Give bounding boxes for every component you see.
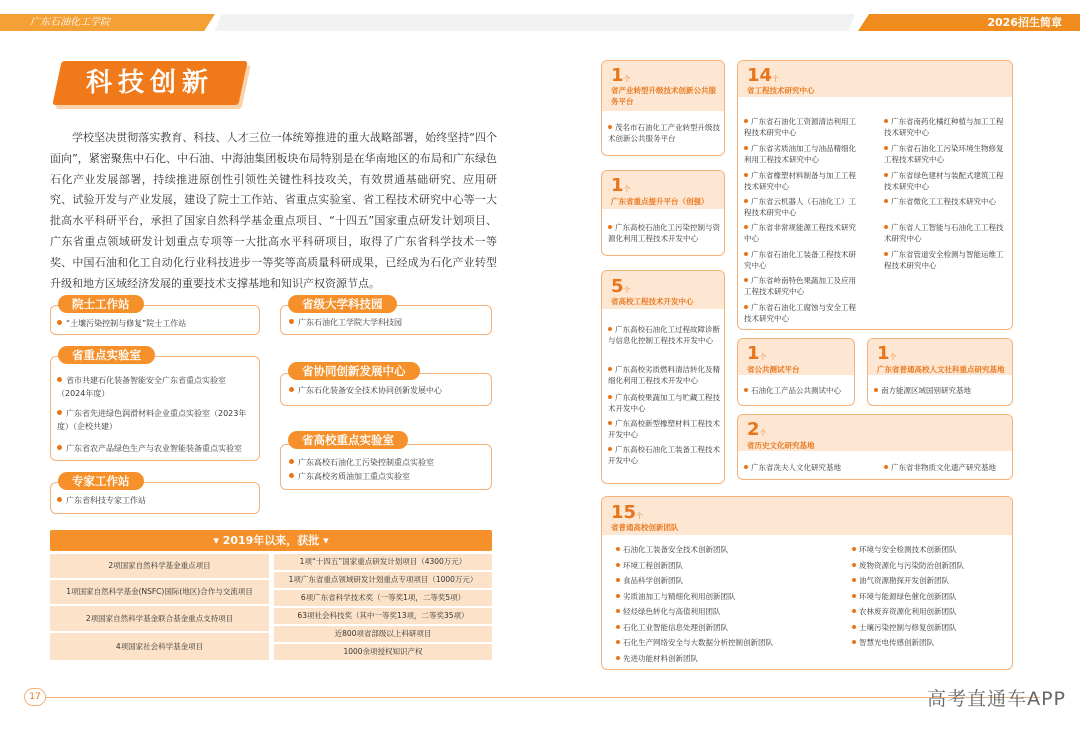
card-item: 广东省劣质油加工与油品精细化利用工程技术研究中心 xyxy=(744,144,856,164)
card-history-culture xyxy=(737,414,1013,480)
card-item: 石化工业智能信息处理创新团队 xyxy=(616,623,728,634)
card-univ-dev-center xyxy=(601,270,725,484)
count-unit: 个 xyxy=(759,353,767,361)
card-heading: 省工程技术研究中心 xyxy=(747,86,815,95)
achievement-cell: 近800项省部级以上科研项目 xyxy=(274,626,492,642)
list-item: 广东高校劣质油加工重点实验室 xyxy=(289,470,410,483)
count-number: 14 xyxy=(747,65,773,86)
section-tag-collab: 省协同创新发展中心 xyxy=(288,362,420,380)
card-item: 广东高校石油化工装备工程技术开发中心 xyxy=(608,445,720,465)
card-item: 广东省非物质文化遗产研究基地 xyxy=(884,463,1010,474)
card-item: 石油化工产品公共测试中心 xyxy=(744,386,852,397)
card-item: 石化生产网络安全与大数据分析控制创新团队 xyxy=(616,638,773,649)
card-industry-platform xyxy=(601,60,725,156)
list-item: 广东省先进绿色润滑材料企业重点实验室（2023年度）（企校共建） xyxy=(57,409,247,431)
card-item: 广东省管道安全检测与智能运维工程技术研究中心 xyxy=(884,250,1004,270)
page-title: 科技创新 xyxy=(85,68,214,98)
card-item: 广东高校新型橡塑材料工程技术开发中心 xyxy=(608,419,720,439)
card-humanities-base xyxy=(867,338,1013,406)
achievement-cell: 1项“十四五”国家重点研发计划项目（4300万元） xyxy=(274,554,492,570)
card-item: 广东省南药化橘红种植与加工工程技术研究中心 xyxy=(884,117,1004,137)
count-unit: 个 xyxy=(759,429,767,437)
card-item: 广东高校石油化工污染控制与资源化利用工程技术开发中心 xyxy=(608,223,720,243)
count-unit: 个 xyxy=(623,185,631,193)
intro-paragraph: 学校坚决贯彻落实教育、科技、人才三位一体统筹推进的重大战略部署，始终坚持“四个面向”，紧密聚焦中石化、中石油、中海油集团板块布局特别是在华南地区的布局和广东绿色石化产业发展部署，持续推进原创性引领性关键性科技攻关，有效贯通基础研究、应用研究、试验开发与产业发展，建设了院士工作站、省重点实验室、省工程技术研究中心等一大批高水平科研平台，承担了国家自然科学基金重点项目、“十四五”国家重点研发计划项目、广东省重点领域研发计划重点专项等一大批高水平科研项目，取得了广东省科学技术一等奖、中国石油和化工自动化行业科技进步一等奖等高质量科研成果，已经成为石化产业转型升级和地方区域经济发展的重要技术支撑基地和知识产权资源节点。 xyxy=(50,131,497,290)
card-heading: 省历史文化研究基地 xyxy=(747,441,815,450)
card-item: 广东省石油化工污染环境生物修复工程技术研究中心 xyxy=(884,144,1004,164)
card-item: 广东高校果蔬加工与贮藏工程技术开发中心 xyxy=(608,393,720,413)
brochure-title: 2026招生简章 xyxy=(987,16,1062,29)
card-item: 食品科学创新团队 xyxy=(616,576,683,587)
card-item: 南方能源区域国别研究基地 xyxy=(874,386,1010,397)
card-item: 广东省石油化工装备工程技术研究中心 xyxy=(744,250,856,270)
count-number: 1 xyxy=(747,343,760,364)
achievement-cell: 1000余项授权知识产权 xyxy=(274,644,492,660)
count-number: 15 xyxy=(611,502,637,523)
card-heading: 省产业转型升级技术创新公共服务平台 xyxy=(611,86,716,106)
card-eng-research-center xyxy=(737,60,1013,330)
card-item: 广东省人工智能与石油化工工程技术研究中心 xyxy=(884,223,1004,243)
card-item: 油气资源勘探开发创新团队 xyxy=(852,576,949,587)
card-item: 茂名市石油化工产业转型升级技术创新公共服务平台 xyxy=(608,123,720,143)
list-item: 广东石化装备安全技术协同创新发展中心 xyxy=(289,384,442,397)
card-item: 废物资源化与污染防治创新团队 xyxy=(852,561,964,572)
card-item: 广东省岭南特色果蔬加工及应用工程技术研究中心 xyxy=(744,276,856,296)
card-item: 广东省非常规能源工程技术研究中心 xyxy=(744,223,856,243)
section-tag-science-park: 省级大学科技园 xyxy=(288,295,397,313)
list-item: 广东高校石油化工污染控制重点实验室 xyxy=(289,456,434,469)
card-item: 石油化工装备安全技术创新团队 xyxy=(616,545,728,556)
card-item: 劣质油加工与精细化利用创新团队 xyxy=(616,592,736,603)
watermark: 高考直通车APP xyxy=(927,688,1066,710)
card-item: 广东高校石油化工过程故障诊断与信息化控制工程技术开发中心 xyxy=(608,325,720,345)
achievement-cell: 1项广东省重点领域研发计划重点专项项目（1000万元） xyxy=(274,572,492,588)
count-number: 1 xyxy=(611,175,624,196)
card-public-test xyxy=(737,338,855,406)
count-number: 2 xyxy=(747,419,760,440)
count-number: 1 xyxy=(877,343,890,364)
count-unit: 个 xyxy=(623,75,631,83)
section-tag-key-lab: 省重点实验室 xyxy=(58,346,155,364)
card-item: 土壤污染控制与修复创新团队 xyxy=(852,623,957,634)
count-unit: 个 xyxy=(636,512,644,520)
card-item: 广东省冼夫人文化研究基地 xyxy=(744,463,874,474)
count-unit: 个 xyxy=(889,353,897,361)
card-item: 智慧光电传感创新团队 xyxy=(852,638,934,649)
achievement-cell: 6项广东省科学技术奖（一等奖1项，二等奖5项） xyxy=(274,590,492,606)
achievement-cell: 1项国家自然科学基金(NSFC)国际(地区)合作与交流项目 xyxy=(50,580,269,604)
page-number: 17 xyxy=(24,688,46,706)
school-logo-text: 广东石油化工学院 xyxy=(30,17,110,28)
section-tag-univ-lab: 省高校重点实验室 xyxy=(288,431,408,449)
card-heading: 广东省重点提升平台（创强） xyxy=(611,197,709,206)
card-item: 广东省云机器人（石油化工）工程技术研究中心 xyxy=(744,197,856,217)
list-item: 广东省科技专家工作站 xyxy=(57,494,146,507)
count-number: 5 xyxy=(611,276,624,297)
count-unit: 个 xyxy=(623,286,631,294)
card-key-platform xyxy=(601,170,725,256)
achievement-cell: 4项国家社会科学基金项目 xyxy=(50,633,269,660)
card-item: 环境与能源绿色催化创新团队 xyxy=(852,592,957,603)
list-item: 广东省农产品绿色生产与农业智能装备重点实验室 xyxy=(57,442,251,455)
card-item: 广东省橡塑材料制备与加工工程技术研究中心 xyxy=(744,171,856,191)
card-item: 环境与安全检测技术创新团队 xyxy=(852,545,957,556)
card-heading: 广东省普通高校人文社科重点研究基地 xyxy=(877,365,1005,374)
count-number: 1 xyxy=(611,65,624,86)
card-heading: 省公共测试平台 xyxy=(747,365,800,374)
achievement-cell: 63项社会科技奖（其中一等奖13项，二等奖35项） xyxy=(274,608,492,624)
section-tag-academician: 院士工作站 xyxy=(58,295,144,313)
card-item: 广东省绿色建材与装配式建筑工程技术研究中心 xyxy=(884,171,1004,191)
footer-line xyxy=(40,697,1040,698)
card-item: 农林废弃资源化利用创新团队 xyxy=(852,607,957,618)
card-item: 环境工程创新团队 xyxy=(616,561,683,572)
achievement-cell: 2项国家自然科学基金重点项目 xyxy=(50,554,269,578)
card-item: 广东省石油化工腐蚀与安全工程技术研究中心 xyxy=(744,303,856,323)
list-item: 广东石油化工学院大学科技园 xyxy=(289,316,402,329)
card-item: 广东省微化工工程技术研究中心 xyxy=(884,197,1004,208)
card-item: 先进功能材料创新团队 xyxy=(616,654,698,665)
list-item: “土壤污染控制与修复”院士工作站 xyxy=(57,317,186,330)
section-tag-expert: 专家工作站 xyxy=(58,472,144,490)
achievement-cell: 2项国家自然科学基金联合基金重点支持项目 xyxy=(50,606,269,631)
count-unit: 个 xyxy=(772,75,780,83)
list-item: 省市共建石化装备智能安全广东省重点实验室（2024年度） xyxy=(57,376,226,398)
since-2019-header: ▾ 2019年以来，获批 ▾ xyxy=(50,530,492,551)
card-item: 广东省石油化工资源清洁利用工程技术研究中心 xyxy=(744,117,856,137)
card-heading: 省高校工程技术开发中心 xyxy=(611,297,694,306)
card-heading: 省普通高校创新团队 xyxy=(611,523,679,532)
card-innovation-teams xyxy=(601,496,1013,670)
card-item: 轻烃绿色转化与高值利用团队 xyxy=(616,607,721,618)
header-bar-middle xyxy=(215,14,855,31)
card-item: 广东高校劣质燃料清洁转化及精细化利用工程技术开发中心 xyxy=(608,365,720,385)
